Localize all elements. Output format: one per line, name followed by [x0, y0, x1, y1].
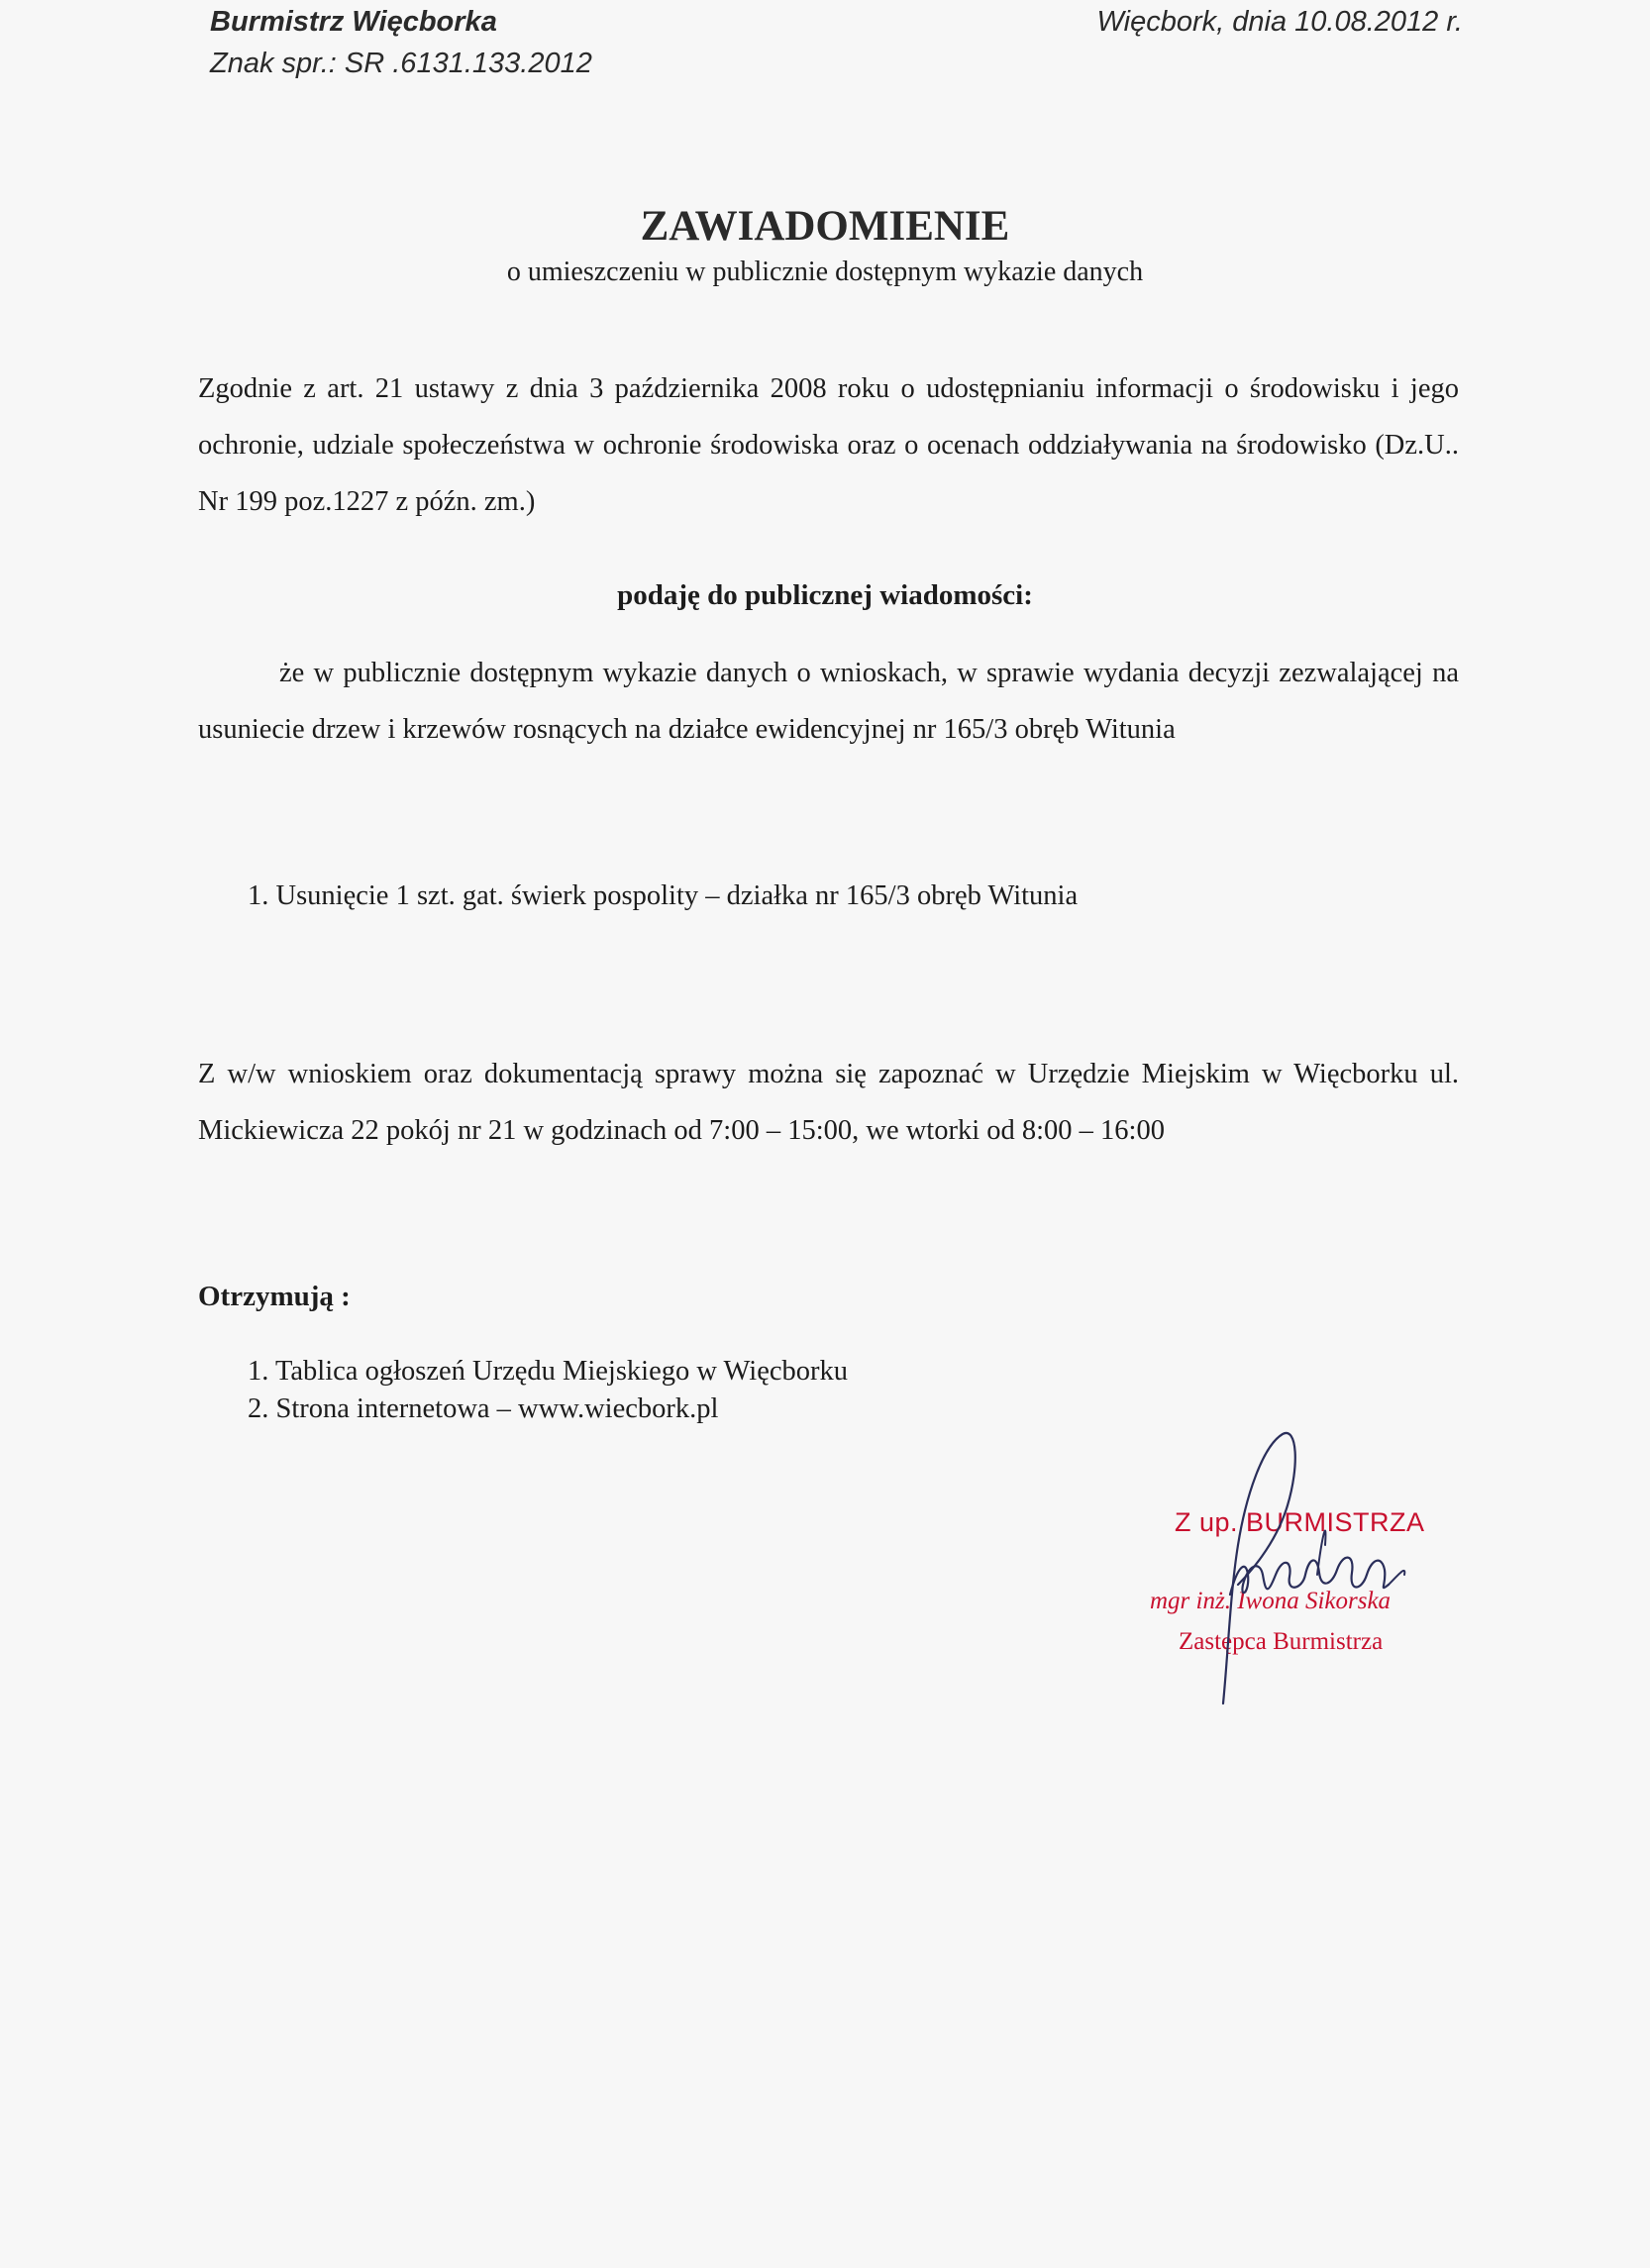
list-item: 1. Tablica ogłoszeń Urzędu Miejskiego w Więcborku — [248, 1356, 849, 1387]
stamp-authorization: Z up. BURMISTRZA — [1175, 1507, 1425, 1537]
recipients-heading: Otrzymują : — [198, 1281, 351, 1312]
list-item: 1. Usunięcie 1 szt. gat. świerk pospolity – działka nr 165/3 obręb Witunia — [248, 880, 1079, 911]
legal-basis-paragraph: Zgodnie z art. 21 ustawy z dnia 3 października 2008 roku o udostępnianiu informacji o środowisku i jego ochronie, udziale społeczeństwa w ochronie środowiska oraz o ocenach oddziaływania na środowisko (Dz.U.. Nr 199 poz.1227 z późn. zm.) — [198, 373, 1459, 517]
recipients-list — [248, 1353, 848, 1428]
list-item: 2. Strona internetowa – www.wiecbork.pl — [248, 1393, 719, 1424]
inspection-paragraph: Z w/w wnioskiem oraz dokumentacją sprawy można się zapoznać w Urzędzie Miejskim w Więcborku ul. Mickiewicza 22 pokój nr 21 w godzinach od 7:00 – 15:00, we wtorki od 8:00 – 16:00 — [198, 1059, 1459, 1146]
document-title: ZAWIADOMIENIE — [640, 203, 1010, 250]
place-and-date: Więcbork, dnia 10.08.2012 r. — [1096, 6, 1463, 38]
case-reference: Znak spr.: SR .6131.133.2012 — [210, 48, 592, 79]
announcement-heading: podaję do publicznej wiadomości: — [617, 579, 1033, 611]
stamp-signatory-title: Zastępca Burmistrza — [1179, 1628, 1384, 1655]
stamp-signatory-name: mgr inż. Iwona Sikorska — [1150, 1588, 1392, 1614]
handwritten-signature — [1169, 1426, 1495, 1713]
application-paragraph: że w publicznie dostępnym wykazie danych o wnioskach, w sprawie wydania decyzji zezwalającej na usuniecie drzew i krzewów rosnących na działce ewidencyjnej nr 165/3 obręb Witunia — [198, 658, 1459, 745]
document-subtitle: o umieszczeniu w publicznie dostępnym wykazie danych — [506, 257, 1144, 287]
issuing-authority: Burmistrz Więcborka — [210, 6, 497, 38]
